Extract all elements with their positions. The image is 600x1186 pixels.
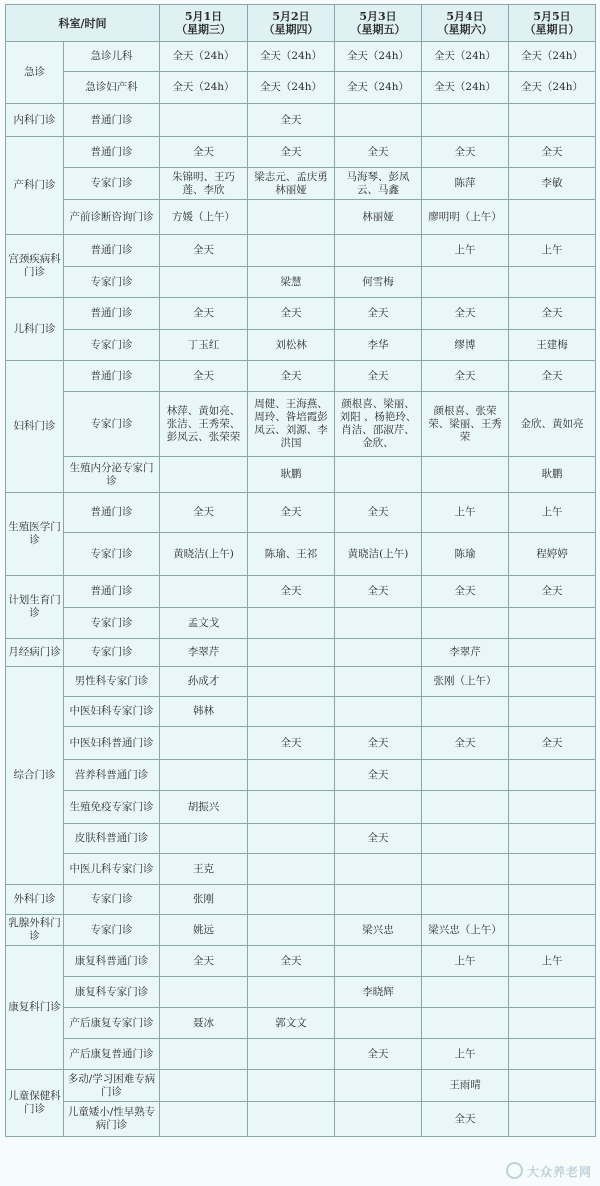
clinic-type-cell: 多动/学习困难专病门诊: [64, 1070, 160, 1102]
table-row: [6, 392, 596, 457]
schedule-cell-day-5: [509, 885, 596, 915]
schedule-cell-day-1: 胡振兴: [160, 791, 248, 824]
schedule-cell-day-4: 王雨晴: [422, 1070, 509, 1102]
clinic-type-cell: 普通门诊: [64, 137, 160, 168]
schedule-cell-day-5: 王建梅: [509, 330, 596, 361]
schedule-cell-day-1: 王克: [160, 854, 248, 885]
schedule-cell-day-1: [160, 267, 248, 298]
schedule-cell-day-4: 全天: [422, 361, 509, 392]
department-cell: 乳腺外科门诊: [6, 915, 64, 946]
schedule-cell-day-1: 聂冰: [160, 1008, 248, 1039]
clinic-type-cell: 康复科普通门诊: [64, 946, 160, 977]
clinic-type-cell: 儿童矮小/性早熟专病门诊: [64, 1102, 160, 1137]
schedule-cell-day-5: [509, 977, 596, 1008]
schedule-cell-day-4: [422, 885, 509, 915]
table-row: [6, 457, 596, 493]
schedule-cell-day-2: 全天: [248, 946, 335, 977]
schedule-cell-day-2: 刘松林: [248, 330, 335, 361]
schedule-cell-day-3: [335, 791, 422, 824]
day-header-5: 5月5日 （星期日）: [509, 5, 596, 42]
schedule-cell-day-3: [335, 639, 422, 667]
table-row: [6, 885, 596, 915]
clinic-type-cell: 专家门诊: [64, 392, 160, 457]
schedule-cell-day-4: [422, 1008, 509, 1039]
schedule-cell-day-1: 全天（24h）: [160, 42, 248, 72]
schedule-cell-day-3: 梁兴忠: [335, 915, 422, 946]
clinic-type-cell: 普通门诊: [64, 104, 160, 137]
schedule-cell-day-1: 张刚: [160, 885, 248, 915]
schedule-cell-day-4: 缪博: [422, 330, 509, 361]
schedule-cell-day-4: 颜根喜、张荣荣、梁丽、王秀荣: [422, 392, 509, 457]
schedule-cell-day-5: 程婷婷: [509, 533, 596, 576]
schedule-cell-day-3: 全天: [335, 137, 422, 168]
schedule-cell-day-1: 李翠芹: [160, 639, 248, 667]
schedule-cell-day-4: 上午: [422, 1039, 509, 1070]
schedule-cell-day-5: [509, 639, 596, 667]
watermark: 大众养老网: [506, 1162, 592, 1180]
clinic-type-cell: 生殖免疫专家门诊: [64, 791, 160, 824]
schedule-cell-day-4: [422, 977, 509, 1008]
schedule-cell-day-5: [509, 1008, 596, 1039]
clinic-type-cell: 普通门诊: [64, 361, 160, 392]
schedule-cell-day-1: [160, 104, 248, 137]
clinic-type-cell: 急诊儿科: [64, 42, 160, 72]
schedule-cell-day-4: 廖明明（上午）: [422, 200, 509, 235]
clinic-type-cell: 产后康复专家门诊: [64, 1008, 160, 1039]
clinic-type-cell: 皮肤科普通门诊: [64, 824, 160, 854]
table-row: [6, 977, 596, 1008]
schedule-cell-day-1: [160, 1102, 248, 1137]
day-header-3: 5月3日 （星期五）: [335, 5, 422, 42]
header-row: [6, 5, 596, 42]
schedule-cell-day-2: 全天: [248, 361, 335, 392]
clinic-type-cell: 生殖内分泌专家门诊: [64, 457, 160, 493]
schedule-cell-day-2: [248, 1102, 335, 1137]
clinic-type-cell: 专家门诊: [64, 608, 160, 639]
table-row: [6, 1102, 596, 1137]
schedule-cell-day-2: 全天: [248, 298, 335, 330]
schedule-cell-day-1: 全天: [160, 946, 248, 977]
department-cell: 儿童保健科门诊: [6, 1070, 64, 1137]
schedule-cell-day-4: [422, 854, 509, 885]
day-header-2: 5月2日 （星期四）: [248, 5, 335, 42]
schedule-cell-day-5: 全天: [509, 298, 596, 330]
department-cell: 月经病门诊: [6, 639, 64, 667]
schedule-cell-day-5: 全天: [509, 727, 596, 760]
schedule-cell-day-1: 孙成才: [160, 667, 248, 697]
schedule-cell-day-3: 李华: [335, 330, 422, 361]
schedule-cell-day-3: [335, 608, 422, 639]
clinic-type-cell: 专家门诊: [64, 168, 160, 200]
clinic-type-cell: 中医妇科普通门诊: [64, 727, 160, 760]
schedule-cell-day-2: [248, 200, 335, 235]
schedule-cell-day-5: [509, 791, 596, 824]
schedule-cell-day-4: 全天: [422, 137, 509, 168]
table-row: [6, 915, 596, 946]
schedule-cell-day-3: 全天: [335, 727, 422, 760]
schedule-cell-day-2: [248, 791, 335, 824]
table-row: [6, 667, 596, 697]
department-cell: 内科门诊: [6, 104, 64, 137]
schedule-cell-day-2: 周健、王海燕、周玲、昝培霞彭凤云、刘源、李洪国: [248, 392, 335, 457]
schedule-cell-day-5: 李敏: [509, 168, 596, 200]
schedule-body: [6, 42, 596, 1137]
schedule-cell-day-2: 全天: [248, 137, 335, 168]
schedule-cell-day-2: [248, 824, 335, 854]
schedule-cell-day-2: 全天: [248, 104, 335, 137]
schedule-cell-day-3: 全天: [335, 824, 422, 854]
schedule-cell-day-5: [509, 854, 596, 885]
schedule-cell-day-5: 全天（24h）: [509, 42, 596, 72]
schedule-cell-day-3: [335, 104, 422, 137]
schedule-cell-day-4: 全天（24h）: [422, 72, 509, 104]
schedule-cell-day-3: 全天: [335, 298, 422, 330]
schedule-cell-day-4: 上午: [422, 235, 509, 267]
schedule-cell-day-3: 全天（24h）: [335, 42, 422, 72]
schedule-cell-day-4: 上午: [422, 493, 509, 533]
schedule-cell-day-1: 丁玉红: [160, 330, 248, 361]
schedule-cell-day-3: [335, 885, 422, 915]
schedule-cell-day-1: 黄晓洁(上午): [160, 533, 248, 576]
schedule-cell-day-2: [248, 854, 335, 885]
corner-header: 科室/时间: [6, 5, 160, 42]
schedule-cell-day-4: 陈萍: [422, 168, 509, 200]
schedule-cell-day-2: [248, 1070, 335, 1102]
schedule-cell-day-1: [160, 457, 248, 493]
table-row: [6, 639, 596, 667]
table-row: [6, 1008, 596, 1039]
schedule-cell-day-2: 梁慧: [248, 267, 335, 298]
schedule-cell-day-2: [248, 235, 335, 267]
schedule-cell-day-4: [422, 824, 509, 854]
schedule-cell-day-2: 全天（24h）: [248, 72, 335, 104]
schedule-cell-day-1: 全天: [160, 298, 248, 330]
schedule-cell-day-1: 林萍、黄如亮、张洁、王秀荣、彭凤云、张荣荣: [160, 392, 248, 457]
schedule-cell-day-2: 全天: [248, 493, 335, 533]
schedule-cell-day-3: 全天: [335, 361, 422, 392]
schedule-cell-day-5: [509, 1039, 596, 1070]
schedule-cell-day-4: [422, 457, 509, 493]
schedule-cell-day-3: [335, 854, 422, 885]
schedule-cell-day-1: 朱锦明、王巧莲、李欣: [160, 168, 248, 200]
day-header-1: 5月1日 （星期三）: [160, 5, 248, 42]
schedule-cell-day-2: [248, 977, 335, 1008]
schedule-cell-day-2: [248, 885, 335, 915]
schedule-cell-day-2: 郭文文: [248, 1008, 335, 1039]
schedule-cell-day-3: [335, 1008, 422, 1039]
schedule-cell-day-4: [422, 697, 509, 727]
table-row: [6, 42, 596, 72]
schedule-cell-day-1: 方媛（上午）: [160, 200, 248, 235]
schedule-cell-day-4: 上午: [422, 946, 509, 977]
schedule-cell-day-5: 金欣、黄如亮: [509, 392, 596, 457]
table-row: [6, 727, 596, 760]
schedule-cell-day-1: 全天: [160, 361, 248, 392]
schedule-cell-day-3: 何雪梅: [335, 267, 422, 298]
department-cell: 宫颈疾病科门诊: [6, 235, 64, 298]
department-cell: 外科门诊: [6, 885, 64, 915]
table-row: [6, 1039, 596, 1070]
watermark-logo-icon: [506, 1162, 523, 1179]
schedule-cell-day-5: 全天: [509, 361, 596, 392]
schedule-cell-day-2: [248, 639, 335, 667]
clinic-type-cell: 中医妇科专家门诊: [64, 697, 160, 727]
schedule-cell-day-5: [509, 697, 596, 727]
schedule-cell-day-3: [335, 697, 422, 727]
schedule-cell-day-2: [248, 760, 335, 791]
table-row: [6, 493, 596, 533]
schedule-cell-day-1: [160, 1070, 248, 1102]
clinic-type-cell: 普通门诊: [64, 576, 160, 608]
schedule-cell-day-5: 全天（24h）: [509, 72, 596, 104]
table-row: [6, 104, 596, 137]
schedule-cell-day-1: 全天: [160, 235, 248, 267]
schedule-cell-day-3: [335, 457, 422, 493]
clinic-type-cell: 普通门诊: [64, 298, 160, 330]
schedule-cell-day-5: [509, 915, 596, 946]
table-row: [6, 361, 596, 392]
table-row: [6, 235, 596, 267]
schedule-cell-day-5: [509, 760, 596, 791]
department-cell: 综合门诊: [6, 667, 64, 885]
schedule-cell-day-3: 李晓辉: [335, 977, 422, 1008]
schedule-cell-day-3: 林丽娅: [335, 200, 422, 235]
schedule-cell-day-5: [509, 824, 596, 854]
clinic-type-cell: 专家门诊: [64, 885, 160, 915]
schedule-cell-day-4: 全天: [422, 1102, 509, 1137]
schedule-cell-day-5: [509, 267, 596, 298]
schedule-cell-day-3: 全天: [335, 493, 422, 533]
schedule-cell-day-3: 马海琴、彭凤云、马鑫: [335, 168, 422, 200]
table-row: [6, 791, 596, 824]
table-row: [6, 267, 596, 298]
table-row: [6, 298, 596, 330]
schedule-cell-day-1: [160, 760, 248, 791]
schedule-cell-day-5: 耿鹏: [509, 457, 596, 493]
table-row: [6, 576, 596, 608]
department-cell: 儿科门诊: [6, 298, 64, 361]
schedule-cell-day-1: 全天: [160, 137, 248, 168]
table-row: [6, 1070, 596, 1102]
schedule-cell-day-5: [509, 1102, 596, 1137]
schedule-cell-day-5: 上午: [509, 946, 596, 977]
department-cell: 计划生育门诊: [6, 576, 64, 639]
schedule-cell-day-4: 全天: [422, 298, 509, 330]
schedule-cell-day-3: 全天（24h）: [335, 72, 422, 104]
schedule-cell-day-2: [248, 608, 335, 639]
department-cell: 急诊: [6, 42, 64, 104]
table-row: [6, 946, 596, 977]
clinic-type-cell: 普通门诊: [64, 493, 160, 533]
clinic-type-cell: 急诊妇产科: [64, 72, 160, 104]
clinic-type-cell: 专家门诊: [64, 639, 160, 667]
table-row: [6, 697, 596, 727]
table-row: [6, 854, 596, 885]
schedule-cell-day-4: 全天: [422, 576, 509, 608]
schedule-cell-day-3: 全天: [335, 1039, 422, 1070]
schedule-cell-day-2: [248, 1039, 335, 1070]
schedule-cell-day-2: [248, 667, 335, 697]
schedule-cell-day-2: 陈瑜、王祁: [248, 533, 335, 576]
schedule-cell-day-3: [335, 946, 422, 977]
schedule-cell-day-4: [422, 791, 509, 824]
clinic-type-cell: 专家门诊: [64, 533, 160, 576]
table-row: [6, 824, 596, 854]
clinic-type-cell: 专家门诊: [64, 915, 160, 946]
schedule-cell-day-2: 全天（24h）: [248, 42, 335, 72]
table-row: [6, 72, 596, 104]
schedule-cell-day-2: 梁志元、孟庆勇林丽娅: [248, 168, 335, 200]
schedule-cell-day-4: 梁兴忠（上午）: [422, 915, 509, 946]
schedule-cell-day-2: 全天: [248, 727, 335, 760]
department-cell: 妇科门诊: [6, 361, 64, 493]
clinic-type-cell: 中医儿科专家门诊: [64, 854, 160, 885]
schedule-cell-day-1: [160, 1039, 248, 1070]
schedule-cell-day-1: [160, 977, 248, 1008]
table-row: [6, 533, 596, 576]
schedule-cell-day-4: [422, 267, 509, 298]
schedule-cell-day-3: [335, 667, 422, 697]
schedule-cell-day-1: 全天（24h）: [160, 72, 248, 104]
schedule-cell-day-5: [509, 608, 596, 639]
schedule-cell-day-3: 黄晓洁(上午): [335, 533, 422, 576]
schedule-cell-day-3: 全天: [335, 760, 422, 791]
schedule-cell-day-5: [509, 200, 596, 235]
clinic-type-cell: 康复科专家门诊: [64, 977, 160, 1008]
department-cell: 产科门诊: [6, 137, 64, 235]
schedule-cell-day-3: 全天: [335, 576, 422, 608]
schedule-cell-day-1: 全天: [160, 493, 248, 533]
clinic-type-cell: 专家门诊: [64, 267, 160, 298]
schedule-cell-day-2: 全天: [248, 576, 335, 608]
department-cell: 生殖医学门诊: [6, 493, 64, 576]
table-row: [6, 200, 596, 235]
schedule-cell-day-2: [248, 697, 335, 727]
schedule-cell-day-4: [422, 760, 509, 791]
schedule-cell-day-1: [160, 824, 248, 854]
schedule-cell-day-3: [335, 235, 422, 267]
department-cell: 康复科门诊: [6, 946, 64, 1070]
schedule-cell-day-3: [335, 1102, 422, 1137]
clinic-type-cell: 产后康复普通门诊: [64, 1039, 160, 1070]
schedule-cell-day-4: 全天: [422, 727, 509, 760]
schedule-cell-day-4: 全天（24h）: [422, 42, 509, 72]
schedule-cell-day-5: [509, 1070, 596, 1102]
schedule-cell-day-4: 张刚（上午）: [422, 667, 509, 697]
schedule-cell-day-4: 李翠芹: [422, 639, 509, 667]
clinic-type-cell: 产前诊断咨询门诊: [64, 200, 160, 235]
clinic-type-cell: 专家门诊: [64, 330, 160, 361]
schedule-cell-day-4: 陈瑜: [422, 533, 509, 576]
schedule-cell-day-1: 韩林: [160, 697, 248, 727]
schedule-cell-day-2: [248, 915, 335, 946]
schedule-cell-day-3: [335, 1070, 422, 1102]
day-header-4: 5月4日 （星期六）: [422, 5, 509, 42]
schedule-cell-day-2: 耿鹏: [248, 457, 335, 493]
clinic-type-cell: 男性科专家门诊: [64, 667, 160, 697]
schedule-cell-day-1: [160, 576, 248, 608]
schedule-cell-day-5: 全天: [509, 576, 596, 608]
schedule-cell-day-1: 孟文戈: [160, 608, 248, 639]
schedule-cell-day-5: [509, 104, 596, 137]
clinic-type-cell: 普通门诊: [64, 235, 160, 267]
schedule-cell-day-1: 姚远: [160, 915, 248, 946]
schedule-cell-day-5: 上午: [509, 493, 596, 533]
table-row: [6, 168, 596, 200]
clinic-schedule-table: [5, 4, 596, 1137]
schedule-cell-day-3: 颜根喜、梁丽、刘阳 、杨艳玲、肖洁、邵淑芹、金欣、: [335, 392, 422, 457]
schedule-cell-day-4: [422, 104, 509, 137]
clinic-type-cell: 营养科普通门诊: [64, 760, 160, 791]
table-row: [6, 608, 596, 639]
table-row: [6, 330, 596, 361]
table-row: [6, 760, 596, 791]
schedule-cell-day-5: [509, 667, 596, 697]
table-row: [6, 137, 596, 168]
schedule-cell-day-4: [422, 608, 509, 639]
schedule-cell-day-1: [160, 727, 248, 760]
schedule-cell-day-5: 上午: [509, 235, 596, 267]
schedule-cell-day-5: 全天: [509, 137, 596, 168]
